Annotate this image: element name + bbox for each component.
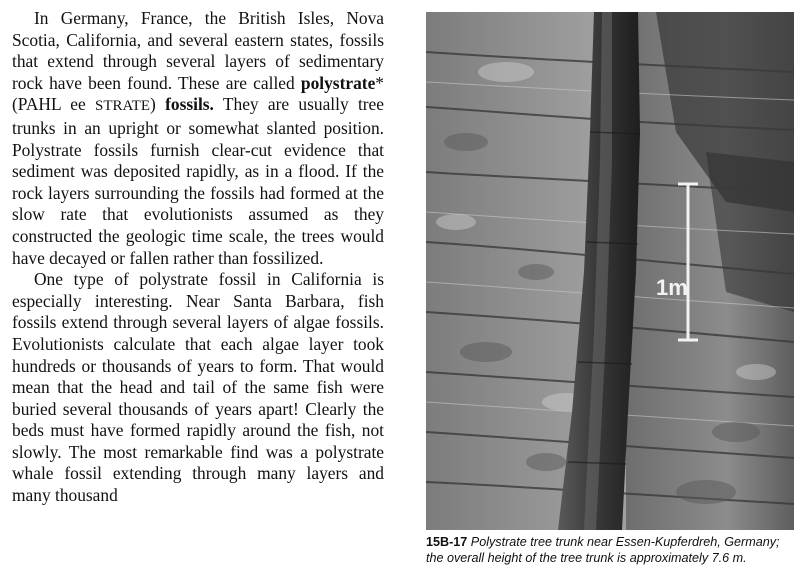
- scale-bar-label: 1m: [656, 275, 688, 300]
- pronunciation-smallcaps: STRATE: [94, 98, 150, 115]
- term-fossils: fossils.: [165, 94, 214, 115]
- body-text-column: [12, 8, 384, 507]
- paragraph-polystrate-intro: [12, 8, 384, 269]
- pronunciation-close: ): [150, 94, 166, 115]
- figure-caption: [426, 535, 796, 566]
- photo-illustration: [426, 12, 794, 530]
- photo-polystrate-tree-trunk: [426, 12, 794, 530]
- caption-text: Polystrate tree trunk near Essen-Kupferdreh, Germany; the overall height of the tree trunk is approximately 7.6 m.: [426, 535, 780, 565]
- paragraph-santa-barbara: One type of polystrate fossil in California is especially interesting. Near Santa Barbara, fish fossils extend through several layers of algae fossils. Evolutionists calculate that each algae layer took hundreds or thousands of years to form. That would mean that the head and tail of the same fish were buried several thousands of years apart! Clearly the beds must have formed rapidly around the fish, not slowly. The most remarkable find was a polystrate whale fossil extending through many layers and many thousand: [12, 269, 384, 506]
- paragraph-text-continued: They are usually tree trunks in an upright or somewhat slanted position. Polystrate fossils furnish clear-cut evidence that sediment was deposited rapidly, as in a flood. If the rock layers surrounding the fossils had formed at the slow rate that evolutionists assumed as they constructed the geologic time scale, the trees would have decayed or fallen rather than fossilized.: [12, 94, 384, 268]
- paragraph-text: In Germany, France, the British Isles, Nova Scotia, California, and several eastern states, fossils that extend through several layers of sedimentary rock have been found. These are called: [12, 8, 384, 93]
- term-polystrate: polystrate: [300, 72, 376, 93]
- figure-number: 15B-17: [426, 535, 468, 549]
- pronunciation-open: (PAHL ee: [12, 94, 95, 115]
- glossary-asterisk: *: [375, 72, 384, 93]
